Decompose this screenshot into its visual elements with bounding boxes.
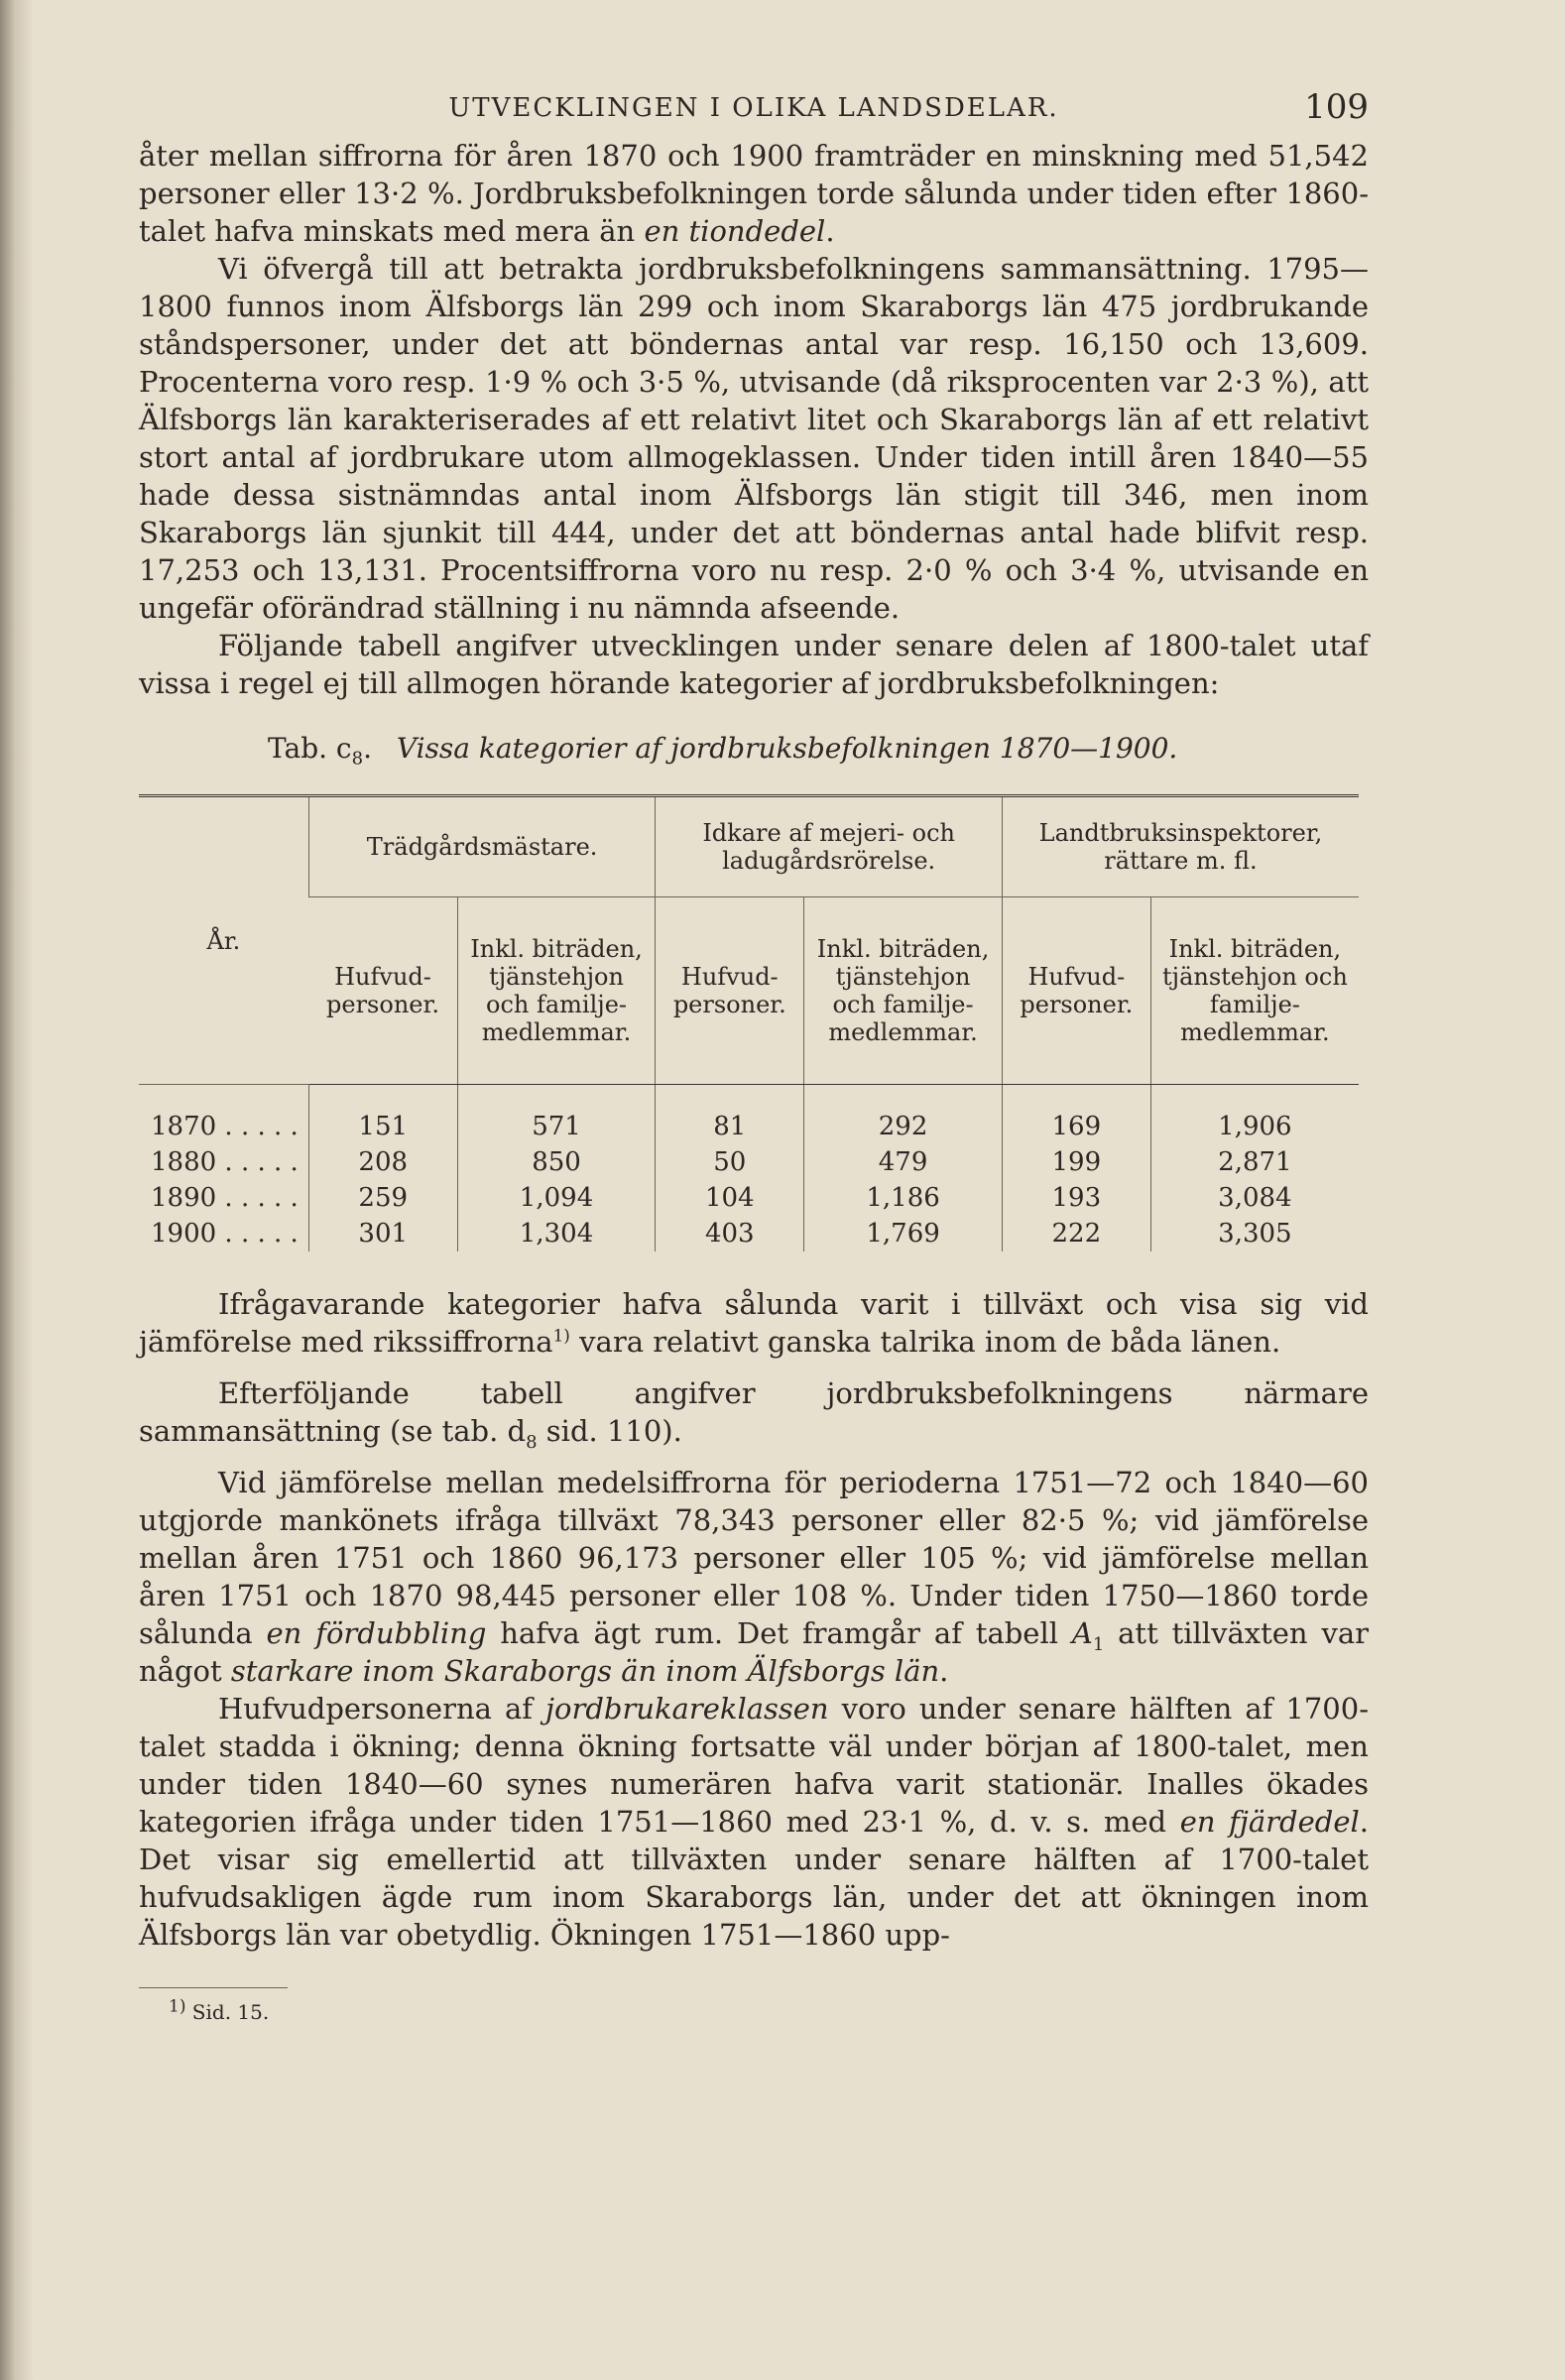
footnote-text: Sid. 15. — [185, 2000, 270, 2024]
table-row — [139, 1144, 1359, 1180]
value-cell: 104 — [656, 1180, 804, 1216]
footnote-mark: 1) — [169, 1996, 186, 2017]
value-cell: 169 — [1002, 1109, 1150, 1144]
table-caption-sub: 8 — [351, 748, 364, 770]
value-cell: 208 — [308, 1144, 457, 1180]
text-run: . — [825, 214, 835, 248]
emphasis-text: A — [1071, 1616, 1093, 1650]
footnote-rule — [139, 1987, 288, 1988]
emphasis-text: starkare inom Skaraborgs än inom Älfsborgs län — [230, 1654, 940, 1688]
table-caption-suffix: . — [363, 732, 372, 765]
year-cell: 1870 . . . . . — [151, 1112, 299, 1141]
value-cell: 259 — [308, 1180, 457, 1216]
text-run: Hufvudpersonerna af — [218, 1692, 545, 1726]
body-text-bottom — [139, 1285, 1369, 1954]
emphasis-text: jordbrukareklassen — [545, 1692, 829, 1726]
group-header-tradgardsmastare: Trädgårdsmästare. — [308, 796, 656, 897]
table-row — [139, 1109, 1359, 1144]
value-cell: 3,084 — [1150, 1180, 1359, 1216]
table-caption — [268, 732, 1369, 770]
table-caption-label: Tab. c — [268, 732, 352, 765]
footnote-ref: 1) — [552, 1326, 570, 1347]
value-cell: 403 — [656, 1216, 804, 1251]
table-row — [139, 1216, 1359, 1251]
year-cell: 1900 . . . . . — [151, 1219, 299, 1249]
text-run: Vi öfvergå till att betrakta jordbruksbefolkningens sammansättning. 1795—1800 funnos inom Älfsborgs län 299 och inom Skaraborgs län 475 jordbrukande ståndspersoner, under det att böndernas antal var resp. 16,150 och 13,609. Procenterna voro resp. 1·9 % och 3·5 %, utvisande (då riksprocenten var 2·3 %), att Älfsborgs län karakteriserades af ett relativt litet och Skaraborgs län af ett relativt stort antal af jordbrukare utom allmogeklassen. Under tiden intill åren 1840—55 hade dessa sistnämndas antal inom Älfsborgs län stigit till 346, men inom Skaraborgs län sjunkit till 444, under det att böndernas antal hade blifvit resp. 17,253 och 13,131. Procentsiffrorna voro nu resp. 2·0 % och 3·4 %, utvisande en ungefär oförändrad ställning i nu nämnda afseende. — [139, 252, 1369, 625]
table-caption-title: Vissa kategorier af jordbruksbefolkningen 1870—1900. — [396, 732, 1178, 765]
year-column-header: År. — [139, 796, 308, 1085]
value-cell: 479 — [804, 1144, 1003, 1180]
text-run: Följande tabell angifver utvecklingen under senare delen af 1800-talet utaf vissa i regel ej till allmogen hörande kategorier af jordbruksbefolkningen: — [139, 629, 1369, 700]
text-run: att tillväxten var något — [139, 1616, 1369, 1688]
value-cell: 850 — [457, 1144, 656, 1180]
value-cell: 151 — [308, 1109, 457, 1144]
text-run: Vid jämförelse mellan medelsiffrorna för perioderna 1751—72 och 1840—60 utgjorde mankönets ifråga tillväxt 78,343 personer eller 82·5 %; vid jämförelse mellan åren 1751 och 1860 96,173 personer eller 105 %; vid jämförelse mellan åren 1751 och 1870 98,445 personer eller 108 %. Under tiden 1750—1860 torde sålunda — [139, 1466, 1369, 1650]
group-header-mejeri: Idkare af mejeri- och ladugårdsrörelse. — [656, 796, 1003, 897]
paragraph — [139, 1285, 1369, 1361]
subscript: 1 — [1092, 1633, 1105, 1655]
text-run: . Det visar sig emellertid att tillväxten under senare hälften af 1700-talet hufvudsakligen ägde rum inom Skaraborgs län, under det att ökningen inom Älfsborgs län var obetydlig. Ökningen 1751—1860 upp- — [139, 1805, 1369, 1952]
value-cell: 81 — [656, 1109, 804, 1144]
subheader-main-persons: Hufvud-personer. — [1002, 897, 1150, 1085]
value-cell: 1,906 — [1150, 1109, 1359, 1144]
value-cell: 222 — [1002, 1216, 1150, 1251]
paragraph — [139, 1464, 1369, 1690]
value-cell: 1,186 — [804, 1180, 1003, 1216]
text-run: Ifrågavarande kategorier hafva sålunda varit i tillväxt och visa sig vid jämförelse med rikssiffrorna — [139, 1287, 1369, 1359]
subheader-including-family: Inkl. biträden, tjänstehjon och familje-medlemmar. — [804, 897, 1003, 1085]
paragraph — [139, 627, 1369, 702]
text-run: hafva ägt rum. Det framgår af tabell — [486, 1616, 1072, 1650]
subheader-including-family: Inkl. biträden, tjänstehjon och familje-medlemmar. — [1150, 897, 1359, 1085]
value-cell: 1,094 — [457, 1180, 656, 1216]
footnote — [169, 1996, 1369, 2024]
year-cell: 1880 . . . . . — [151, 1147, 299, 1177]
value-cell: 2,871 — [1150, 1144, 1359, 1180]
running-head — [139, 87, 1369, 137]
text-run: Efterföljande tabell angifver jordbruksbefolkningens närmare sammansättning (se tab. d — [139, 1376, 1369, 1448]
subheader-main-persons: Hufvud-personer. — [656, 897, 804, 1085]
text-run: . — [939, 1654, 949, 1688]
emphasis-text: en fjärdedel — [1179, 1805, 1360, 1839]
paragraph — [139, 137, 1369, 250]
value-cell: 193 — [1002, 1180, 1150, 1216]
running-head-title: UTVECKLINGEN I OLIKA LANDSDELAR. — [448, 93, 1059, 123]
text-run: sid. 110). — [537, 1414, 682, 1448]
value-cell: 292 — [804, 1109, 1003, 1144]
paragraph — [139, 1690, 1369, 1954]
table-row — [139, 1180, 1359, 1216]
emphasis-text: en tiondedel — [644, 214, 826, 248]
body-text-top — [139, 137, 1369, 702]
value-cell: 1,769 — [804, 1216, 1003, 1251]
text-run: åter mellan siffrorna för åren 1870 och 1900 framträder en minskning med 51,542 personer eller 13·2 %. Jordbruksbefolkningen torde sålunda under tiden efter 1860-talet hafva minskats med mera än — [139, 139, 1369, 248]
year-cell: 1890 . . . . . — [151, 1183, 299, 1213]
subscript: 8 — [526, 1431, 538, 1453]
value-cell: 199 — [1002, 1144, 1150, 1180]
paragraph — [139, 1374, 1369, 1453]
value-cell: 3,305 — [1150, 1216, 1359, 1251]
value-cell: 50 — [656, 1144, 804, 1180]
subheader-main-persons: Hufvud-personer. — [308, 897, 457, 1085]
text-run: voro under senare hälften af 1700-talet stadda i ökning; denna ökning fortsatte väl under början af 1800-talet, men under tiden 1840—60 synes numerären hafva varit stationär. Inalles ökades kategorien ifråga under tiden 1751—1860 med 23·1 %, d. v. s. med — [139, 1692, 1369, 1839]
value-cell: 571 — [457, 1109, 656, 1144]
value-cell: 301 — [308, 1216, 457, 1251]
book-page — [139, 87, 1369, 2024]
page-number: 109 — [1304, 87, 1369, 127]
group-header-landtbruksinspektorer: Landtbruksinspektorer, rättare m. fl. — [1002, 796, 1359, 897]
text-run: vara relativt ganska talrika inom de båda länen. — [569, 1325, 1281, 1359]
value-cell: 1,304 — [457, 1216, 656, 1251]
emphasis-text: en fördubbling — [266, 1616, 487, 1650]
page-binding-shadow — [0, 0, 34, 2380]
statistics-table — [139, 794, 1359, 1251]
paragraph — [139, 250, 1369, 627]
subheader-including-family: Inkl. biträden, tjänstehjon och familje-medlemmar. — [457, 897, 656, 1085]
